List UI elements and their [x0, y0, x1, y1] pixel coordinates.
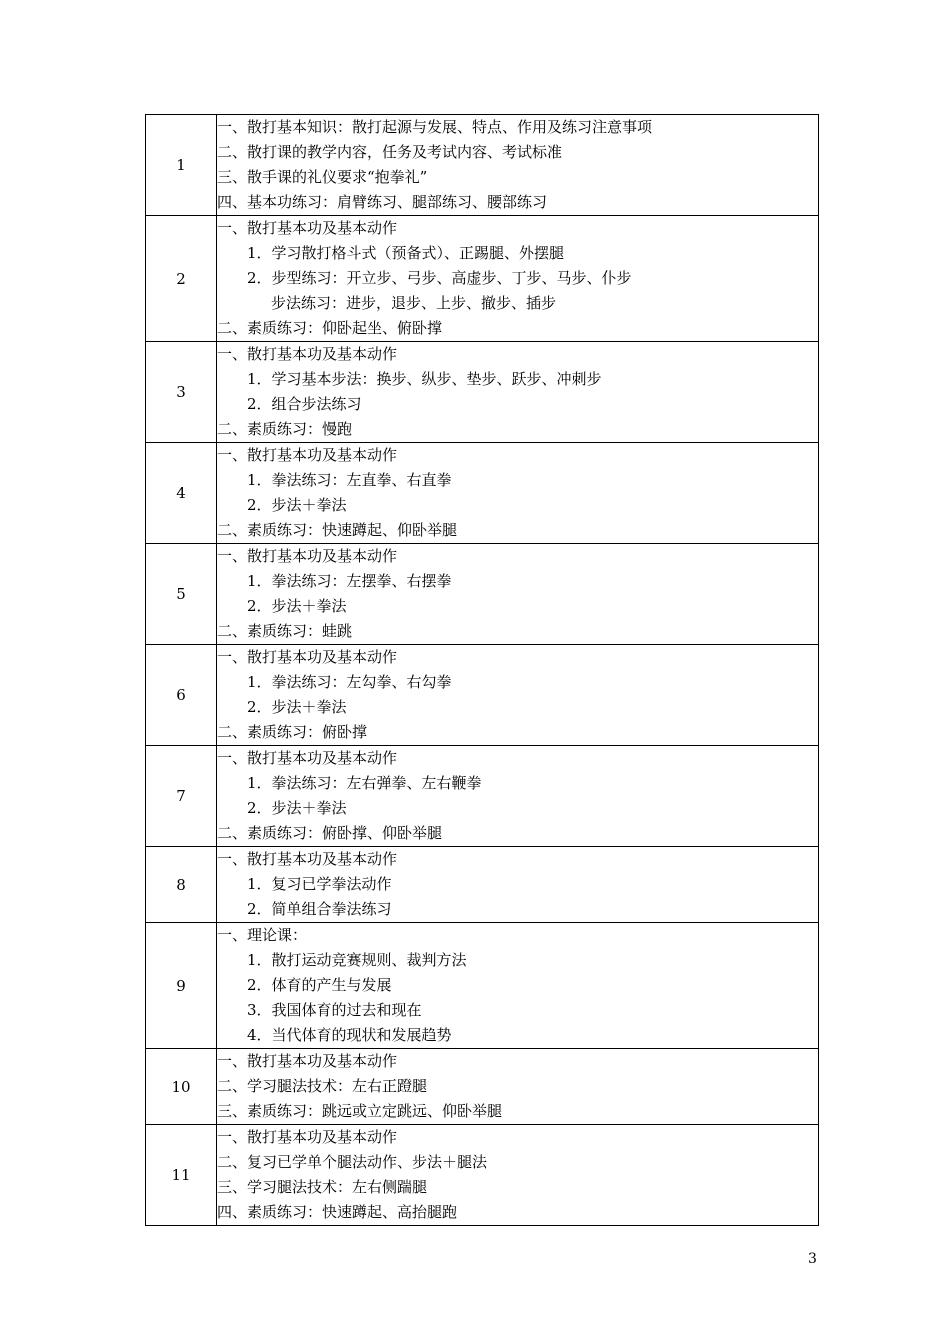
lesson-content-line: 一、散打基本功及基本动作 [217, 749, 398, 767]
week-number-cell: 1 [146, 115, 217, 216]
lesson-content-line: 1．拳法练习：左右弹拳、左右鞭拳 [247, 774, 482, 792]
lesson-content-cell [217, 216, 819, 342]
week-number-cell: 10 [146, 1049, 217, 1125]
lesson-content-line: 三、素质练习：跳远或立定跳远、仰卧举腿 [217, 1102, 503, 1120]
lesson-content-line: 一、散打基本功及基本动作 [217, 1052, 398, 1070]
lesson-content-line: 2．步型练习：开立步、弓步、高虚步、丁步、马步、仆步 [247, 269, 632, 287]
lesson-content-line: 二、散打课的教学内容，任务及考试内容、考试标准 [217, 143, 563, 161]
week-number-cell: 8 [146, 847, 217, 923]
lesson-content-line: 一、散打基本功及基本动作 [217, 219, 398, 237]
lesson-content-line: 一、散打基本功及基本动作 [217, 547, 398, 565]
lesson-content-line: 二、素质练习：俯卧撑、仰卧举腿 [217, 824, 443, 842]
lesson-content-line: 一、散打基本知识：散打起源与发展、特点、作用及练习注意事项 [217, 118, 653, 136]
lesson-content-cell [217, 645, 819, 746]
lesson-content-line: 三、散手课的礼仪要求“抱拳礼” [217, 168, 428, 186]
lesson-content-cell [217, 847, 819, 923]
schedule-row [146, 746, 819, 847]
lesson-content-line: 二、素质练习：俯卧撑 [217, 723, 368, 741]
schedule-row [146, 1125, 819, 1226]
week-number-cell: 3 [146, 342, 217, 443]
lesson-content-line: 3．我国体育的过去和现在 [247, 1001, 422, 1019]
schedule-body [146, 115, 819, 1226]
week-number-cell: 6 [146, 645, 217, 746]
week-number-cell: 2 [146, 216, 217, 342]
lesson-content-line: 2．步法＋拳法 [247, 799, 347, 817]
lesson-content-line: 二、学习腿法技术：左右正蹬腿 [217, 1077, 428, 1095]
lesson-content-line: 一、散打基本功及基本动作 [217, 850, 398, 868]
lesson-content-line: 2．简单组合拳法练习 [247, 900, 392, 918]
lesson-content-line: 2．步法＋拳法 [247, 698, 347, 716]
lesson-content-cell [217, 443, 819, 544]
lesson-content-line: 四、素质练习：快速蹲起、高抬腿跑 [217, 1203, 458, 1221]
schedule-row [146, 443, 819, 544]
lesson-content-line: 1．拳法练习：左直拳、右直拳 [247, 471, 452, 489]
lesson-content-line: 4．当代体育的现状和发展趋势 [247, 1026, 452, 1044]
lesson-content-line: 2．体育的产生与发展 [247, 976, 392, 994]
schedule-row [146, 216, 819, 342]
lesson-content-line: 2．步法＋拳法 [247, 496, 347, 514]
schedule-row [146, 342, 819, 443]
lesson-content-cell [217, 544, 819, 645]
lesson-content-line: 一、散打基本功及基本动作 [217, 345, 398, 363]
lesson-content-line: 四、基本功练习：肩臂练习、腿部练习、腰部练习 [217, 193, 548, 211]
lesson-content-line: 步法练习：进步，退步、上步、撤步、插步 [271, 294, 557, 312]
lesson-content-line: 三、学习腿法技术：左右侧踹腿 [217, 1178, 428, 1196]
week-number-cell: 11 [146, 1125, 217, 1226]
lesson-content-cell [217, 1049, 819, 1125]
lesson-content-line: 2．组合步法练习 [247, 395, 362, 413]
schedule-row [146, 115, 819, 216]
lesson-content-cell [217, 115, 819, 216]
lesson-content-cell [217, 923, 819, 1049]
schedule-row [146, 544, 819, 645]
lesson-content-line: 二、素质练习：慢跑 [217, 420, 353, 438]
lesson-content-line: 二、复习已学单个腿法动作、步法＋腿法 [217, 1153, 488, 1171]
lesson-content-cell [217, 342, 819, 443]
lesson-content-line: 二、素质练习：蛙跳 [217, 622, 353, 640]
lesson-content-line: 一、散打基本功及基本动作 [217, 648, 398, 666]
lesson-content-cell [217, 746, 819, 847]
lesson-content-line: 一、散打基本功及基本动作 [217, 1128, 398, 1146]
lesson-content-line: 二、素质练习：仰卧起坐、俯卧撑 [217, 319, 443, 337]
lesson-content-line: 一、散打基本功及基本动作 [217, 446, 398, 464]
schedule-row [146, 923, 819, 1049]
course-schedule-table [145, 114, 819, 1226]
lesson-content-line: 2．步法＋拳法 [247, 597, 347, 615]
schedule-row [146, 847, 819, 923]
schedule-row [146, 1049, 819, 1125]
week-number-cell: 9 [146, 923, 217, 1049]
lesson-content-line: 1．学习散打格斗式（预备式）、正踢腿、外摆腿 [247, 244, 565, 262]
week-number-cell: 7 [146, 746, 217, 847]
lesson-content-line: 1．学习基本步法：换步、纵步、垫步、跃步、冲刺步 [247, 370, 602, 388]
lesson-content-line: 1．拳法练习：左勾拳、右勾拳 [247, 673, 452, 691]
week-number-cell: 5 [146, 544, 217, 645]
lesson-content-line: 二、素质练习：快速蹲起、仰卧举腿 [217, 521, 458, 539]
week-number-cell: 4 [146, 443, 217, 544]
lesson-content-line: 1．拳法练习：左摆拳、右摆拳 [247, 572, 452, 590]
schedule-row [146, 645, 819, 746]
lesson-content-line: 1．复习已学拳法动作 [247, 875, 392, 893]
lesson-content-cell [217, 1125, 819, 1226]
lesson-content-line: 1．散打运动竞赛规则、裁判方法 [247, 951, 467, 969]
lesson-content-line: 一、理论课： [217, 926, 308, 944]
page-number: 3 [808, 1251, 817, 1267]
